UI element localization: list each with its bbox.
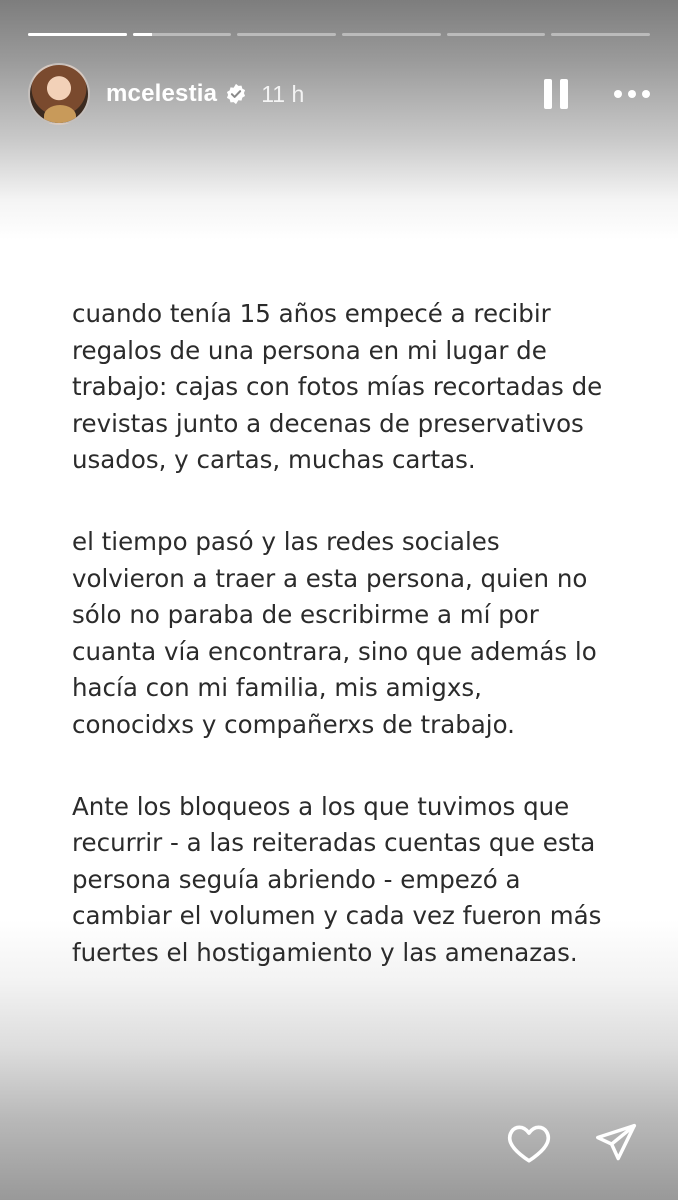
username[interactable]: mcelestia — [106, 80, 218, 107]
more-options-icon[interactable] — [614, 90, 650, 98]
story-timestamp: 11 h — [261, 80, 305, 107]
story-text — [72, 296, 642, 1017]
story-paragraph: cuando tenía 15 años empecé a recibir regalos de una persona en mi lugar de trabajo: cajas con fotos mías recortadas de revistas junto a decenas de preservativos usados, y cartas, muchas cartas. — [72, 299, 603, 475]
story-actions — [506, 1122, 638, 1164]
progress-segment — [342, 33, 441, 36]
heart-icon[interactable] — [506, 1122, 552, 1164]
story-progress-bar — [28, 33, 650, 36]
progress-segment — [28, 33, 127, 36]
verified-badge-icon — [225, 83, 247, 105]
story-paragraph: el tiempo pasó y las redes sociales volvieron a traer a esta persona, quien no sólo no paraba de escribirme a mí por cuanta vía encontrara, sino que además lo hacía con mi familia, mis amigxs, conocidxs y compañerxs de trabajo. — [72, 526, 597, 739]
pause-icon[interactable] — [544, 79, 568, 109]
progress-segment — [551, 33, 650, 36]
progress-segment — [133, 33, 232, 36]
story-header — [28, 62, 650, 126]
progress-segment — [237, 33, 336, 36]
progress-segment-fill — [133, 33, 153, 36]
story-paragraph: Ante los bloqueos a los que tuvimos que recurrir - a las reiteradas cuentas que esta persona seguía abriendo - empezó a cambiar el volumen y cada vez fueron más fuertes el hostigamiento y las amenazas. — [72, 791, 602, 967]
avatar[interactable] — [28, 63, 90, 125]
send-icon[interactable] — [594, 1122, 638, 1164]
progress-segment-fill — [28, 33, 127, 36]
progress-segment — [447, 33, 546, 36]
